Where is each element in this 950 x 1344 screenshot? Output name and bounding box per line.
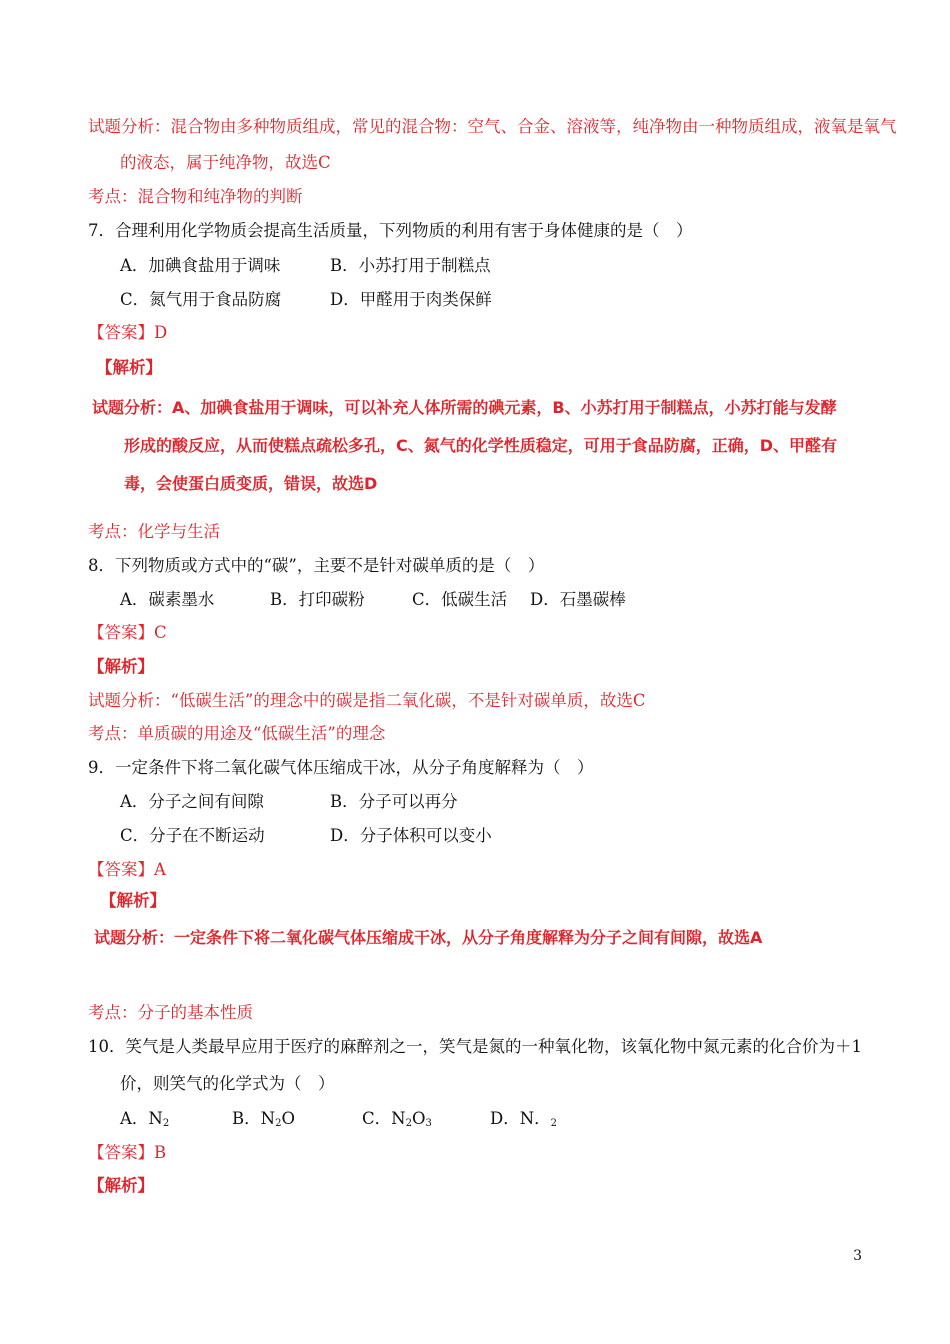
- q9-option-a: A．分子之间有间隙: [120, 792, 264, 811]
- q7-jiexi-header: 【解析】: [96, 358, 162, 377]
- q8-stem: 8．下列物质或方式中的“碳”，主要不是针对碳单质的是（ ）: [88, 556, 545, 575]
- q8-option-d: D．石墨碳棒: [530, 590, 626, 609]
- q9-kaodian: 考点：分子的基本性质: [88, 1003, 253, 1022]
- q10-option-d-sub: 2: [550, 1118, 558, 1129]
- q10-stem-line2: 价，则笑气的化学式为（ ）: [120, 1074, 335, 1093]
- q10-option-c-sub2: 3: [425, 1118, 432, 1129]
- q8-option-b: B．打印碳粉: [270, 590, 365, 609]
- q10-option-d: [490, 1109, 557, 1134]
- q7-option-a: A．加碘食盐用于调味: [120, 256, 281, 275]
- q10-stem-line1: 10．笑气是人类最早应用于医疗的麻醉剂之一，笑气是氮的一种氧化物，该氧化物中氮元素的化合价为＋1: [88, 1037, 862, 1056]
- q6-analysis-line2: 的液态，属于纯净物，故选C: [120, 153, 331, 172]
- q10-option-c-mid: O: [411, 1109, 426, 1128]
- q10-option-c: [362, 1109, 432, 1134]
- q8-option-a: A．碳素墨水: [120, 590, 215, 609]
- q10-jiexi-header: 【解析】: [88, 1176, 154, 1195]
- q7-option-c: C．氮气用于食品防腐: [120, 290, 282, 309]
- q10-option-c-sub1: 2: [405, 1118, 412, 1129]
- q10-option-b-sub: 2: [275, 1118, 282, 1129]
- q7-analysis-line1: 试题分析：A、加碘食盐用于调味，可以补充人体所需的碘元素，B、小苏打用于制糕点，小苏打能与发酵: [92, 398, 837, 417]
- q8-answer: 【答案】C: [88, 623, 167, 642]
- q10-answer: 【答案】B: [88, 1143, 167, 1162]
- q9-option-c: C．分子在不断运动: [120, 826, 265, 845]
- q7-option-b: B．小苏打用于制糕点: [330, 256, 491, 275]
- q10-option-a: [120, 1109, 169, 1134]
- q9-option-b: B．分子可以再分: [330, 792, 458, 811]
- q8-option-c: C．低碳生活: [412, 590, 508, 609]
- q7-kaodian: 考点：化学与生活: [88, 522, 220, 541]
- q10-option-b-tail: O: [281, 1109, 295, 1128]
- q10-option-a-label: A．N: [120, 1109, 163, 1128]
- q10-option-d-label: D．N．: [490, 1109, 551, 1128]
- q8-kaodian: 考点：单质碳的用途及“低碳生活”的理念: [88, 724, 386, 743]
- q10-option-b: [232, 1109, 295, 1134]
- q7-answer: 【答案】D: [88, 323, 168, 342]
- page-number: 3: [853, 1248, 862, 1264]
- q10-option-c-label: C．N: [362, 1109, 406, 1128]
- q8-jiexi-header: 【解析】: [88, 657, 154, 676]
- q10-option-a-sub: 2: [162, 1118, 170, 1129]
- q10-option-b-label: B．N: [232, 1109, 276, 1128]
- q6-analysis-line1: 试题分析：混合物由多种物质组成，常见的混合物：空气、合金、溶液等，纯净物由一种物质组成，液氧是氧气: [88, 117, 897, 136]
- q9-stem: 9．一定条件下将二氧化碳气体压缩成干冰，从分子角度解释为（ ）: [88, 758, 594, 777]
- q7-stem: 7．合理利用化学物质会提高生活质量，下列物质的利用有害于身体健康的是（ ）: [88, 221, 693, 240]
- q7-analysis-line2: 形成的酸反应，从而使糕点疏松多孔，C、氮气的化学性质稳定，可用于食品防腐，正确，D、甲醛有: [124, 436, 838, 455]
- q9-analysis: 试题分析：一定条件下将二氧化碳气体压缩成干冰，从分子角度解释为分子之间有间隙，故选A: [94, 928, 763, 947]
- q9-answer: 【答案】A: [88, 860, 166, 879]
- q7-option-d: D．甲醛用于肉类保鲜: [330, 290, 492, 309]
- q9-option-d: D．分子体积可以变小: [330, 826, 492, 845]
- q6-kaodian: 考点：混合物和纯净物的判断: [88, 187, 303, 206]
- q7-analysis-line3: 毒，会使蛋白质变质，错误，故选D: [124, 474, 378, 493]
- q9-jiexi-header: 【解析】: [100, 891, 166, 910]
- q8-analysis: 试题分析：“低碳生活”的理念中的碳是指二氧化碳，不是针对碳单质，故选C: [88, 691, 646, 710]
